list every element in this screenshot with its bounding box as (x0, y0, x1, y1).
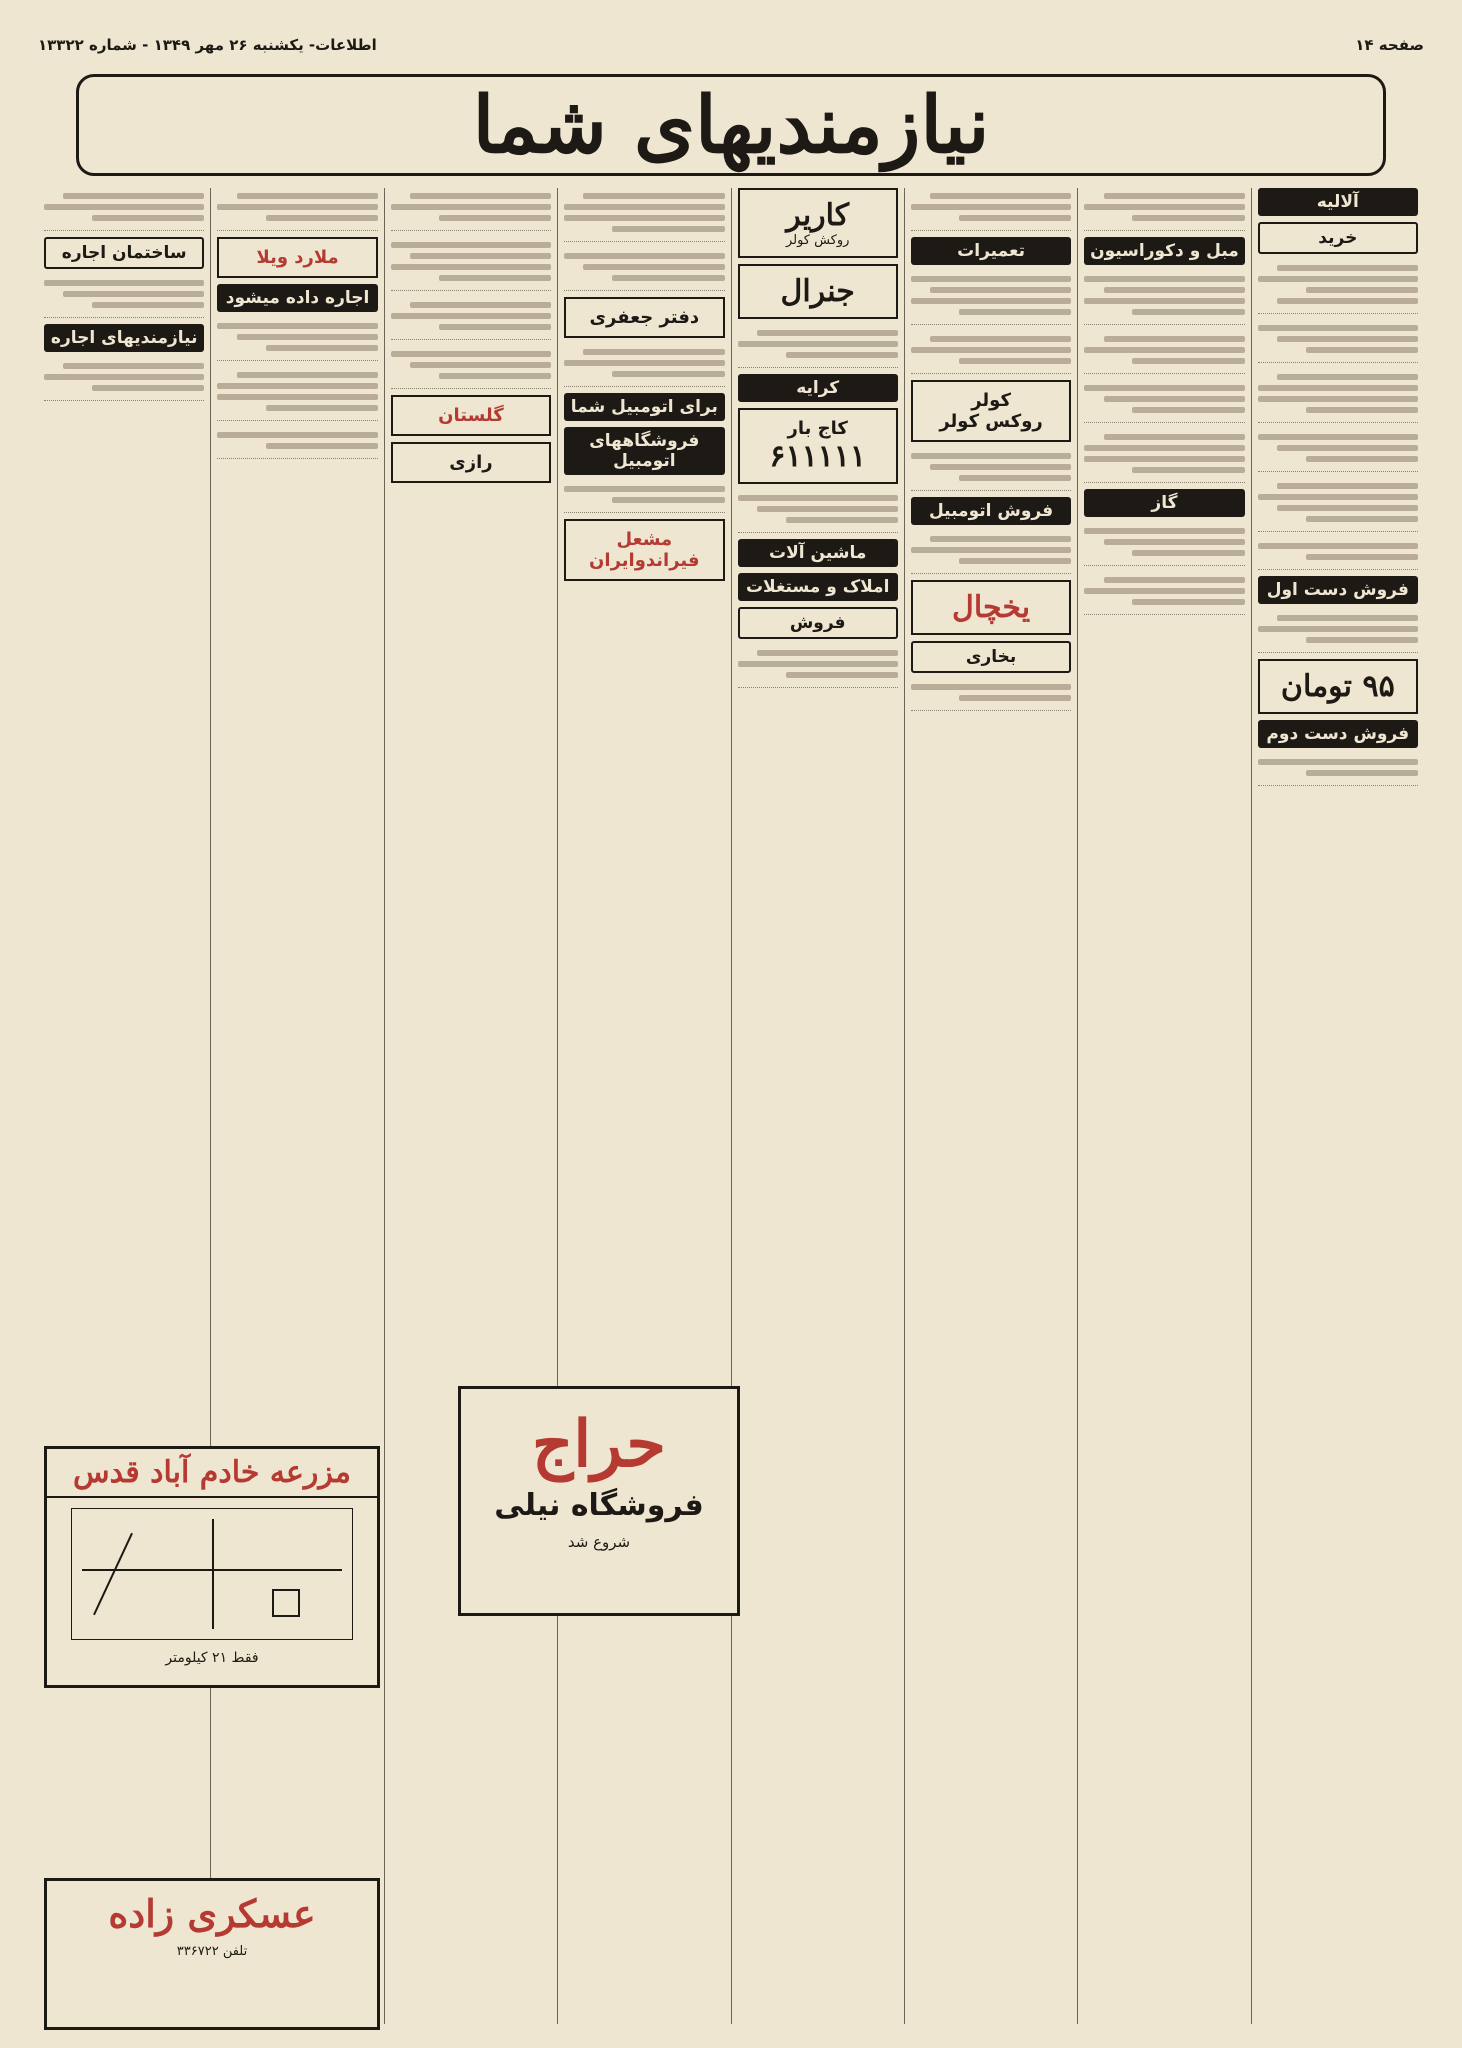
classified-ad (1084, 331, 1244, 374)
mazraeh-title: مزرعه خادم آباد قدس (47, 1449, 377, 1498)
section-forushgahha-automobile: فروشگاههای اتومبیل (564, 427, 724, 475)
section-tamirat: تعمیرات (911, 237, 1071, 265)
classified-ad (1084, 380, 1244, 423)
classified-ad (738, 490, 898, 533)
askari-title: عسکری زاده (108, 1891, 316, 1936)
classified-ad (1084, 271, 1244, 325)
razi-label: رازی (449, 452, 493, 473)
classified-ad (1258, 429, 1418, 472)
bokhchal-label: یخچال (952, 590, 1031, 625)
mazraeh-distance: فقط ۲۱ کیلومتر (165, 1650, 259, 1666)
classified-ad (44, 358, 204, 401)
golestan-box (391, 395, 551, 436)
classified-ad (1084, 572, 1244, 615)
section-alalieh: آلالیه (1258, 188, 1418, 216)
classified-ad (911, 271, 1071, 325)
masthead (76, 74, 1386, 176)
classified-ad (1084, 429, 1244, 483)
cottage-box (738, 408, 898, 484)
column-8 (38, 188, 210, 2024)
carrier-sub: روکش کولر (785, 233, 850, 248)
harraj-ad (458, 1386, 740, 1616)
razi-box (391, 442, 551, 483)
classified-ad (217, 367, 377, 421)
section-forush: فروش (738, 607, 898, 639)
classified-ad (217, 318, 377, 361)
bokhchal-box (911, 580, 1071, 635)
cottage-label: کاج بار (787, 418, 848, 439)
harraj-store: فروشگاه نیلی (494, 1488, 704, 1523)
section-kerayeh: کرایه (738, 374, 898, 402)
column-5 (557, 188, 730, 2024)
classified-ad (44, 188, 204, 231)
section-forush-dast-dovom: فروش دست دوم (1258, 720, 1418, 748)
koler-label: کولر (971, 390, 1011, 411)
classified-ad (738, 645, 898, 688)
page-number: صفحه ۱۴ (1355, 36, 1424, 54)
section-gaz: گاز (1084, 489, 1244, 517)
classified-ad (1258, 478, 1418, 532)
classified-ad (217, 427, 377, 459)
column-1 (1251, 188, 1424, 2024)
classified-ad (1084, 523, 1244, 566)
malardovila-label: ملارد ویلا (256, 247, 339, 268)
classified-ad (738, 325, 898, 368)
classified-ad (564, 344, 724, 387)
section-baray-automobile: برای اتومبیل شما (564, 393, 724, 421)
general-box (738, 264, 898, 319)
column-7 (210, 188, 383, 2024)
classified-ad (911, 188, 1071, 231)
dafter-jafari-label: دفتر جعفری (589, 307, 700, 328)
rox-koler-label: روکس کولر (939, 411, 1043, 432)
classified-ad (1084, 188, 1244, 231)
harraj-note: شروع شد (567, 1533, 631, 1551)
classified-ad (1258, 320, 1418, 363)
classified-ad (1258, 538, 1418, 570)
mashaal-box (564, 519, 724, 581)
column-2 (1077, 188, 1250, 2024)
mashaal-label: مشعل فیراندوایران (589, 529, 700, 571)
classified-ad (391, 346, 551, 389)
section-sakhteman-ijareh: ساختمان اجاره (44, 237, 204, 269)
cottage-phone: ۶۱۱۱۱۱ (769, 439, 867, 474)
section-kharid: خرید (1258, 222, 1418, 254)
classified-ad (911, 331, 1071, 374)
column-6 (384, 188, 557, 2024)
classified-ad (391, 297, 551, 340)
classified-ad (391, 237, 551, 291)
classified-ad (911, 531, 1071, 574)
general-label: جنرال (780, 274, 855, 309)
column-4 (731, 188, 904, 2024)
classified-ad (1258, 369, 1418, 423)
section-amlak: املاک و مستغلات (738, 573, 898, 601)
classified-columns (38, 188, 1424, 2024)
section-mashin-alat: ماشین آلات (738, 539, 898, 567)
carrier-label: کاریر (786, 198, 850, 233)
classified-ad (911, 448, 1071, 491)
location-map-icon (71, 1508, 353, 1640)
classified-ad (911, 679, 1071, 711)
classified-ad (564, 248, 724, 291)
section-niazmandi-ijareh: نیازمندیهای اجاره (44, 324, 204, 352)
masthead-title: نیازمندیهای شما (472, 79, 990, 171)
classified-ad (1258, 610, 1418, 653)
golestan-label: گلستان (438, 405, 504, 426)
harraj-title: حراج (532, 1407, 666, 1482)
askari-ad (44, 1878, 380, 2030)
dafter-jafari-box (564, 297, 724, 338)
askari-phone: تلفن ۳۳۶۷۲۲ (176, 1944, 248, 1959)
section-ijareh: اجاره داده میشود (217, 284, 377, 312)
classified-ad (217, 188, 377, 231)
column-3 (904, 188, 1077, 2024)
classified-ad (564, 188, 724, 242)
tv-price: ۹۵ تومان (1280, 669, 1395, 704)
page-header (38, 34, 1424, 56)
koler-box (911, 380, 1071, 442)
date-line: اطلاعات- یکشنبه ۲۶ مهر ۱۳۴۹ - شماره ۱۳۳۲۲ (38, 36, 377, 54)
carrier-box (738, 188, 898, 258)
section-forush-automobile: فروش اتومبیل (911, 497, 1071, 525)
classified-ad (1258, 260, 1418, 314)
classified-ad (44, 275, 204, 318)
section-bokhari: بخاری (911, 641, 1071, 673)
classified-ad (1258, 754, 1418, 786)
malardovila-box (217, 237, 377, 278)
section-mobl: مبل و دکوراسیون (1084, 237, 1244, 265)
classified-ad (564, 481, 724, 513)
section-forush-dast-aval: فروش دست اول (1258, 576, 1418, 604)
tv-price-box (1258, 659, 1418, 714)
mazraeh-ad (44, 1446, 380, 1688)
classified-ad (391, 188, 551, 231)
